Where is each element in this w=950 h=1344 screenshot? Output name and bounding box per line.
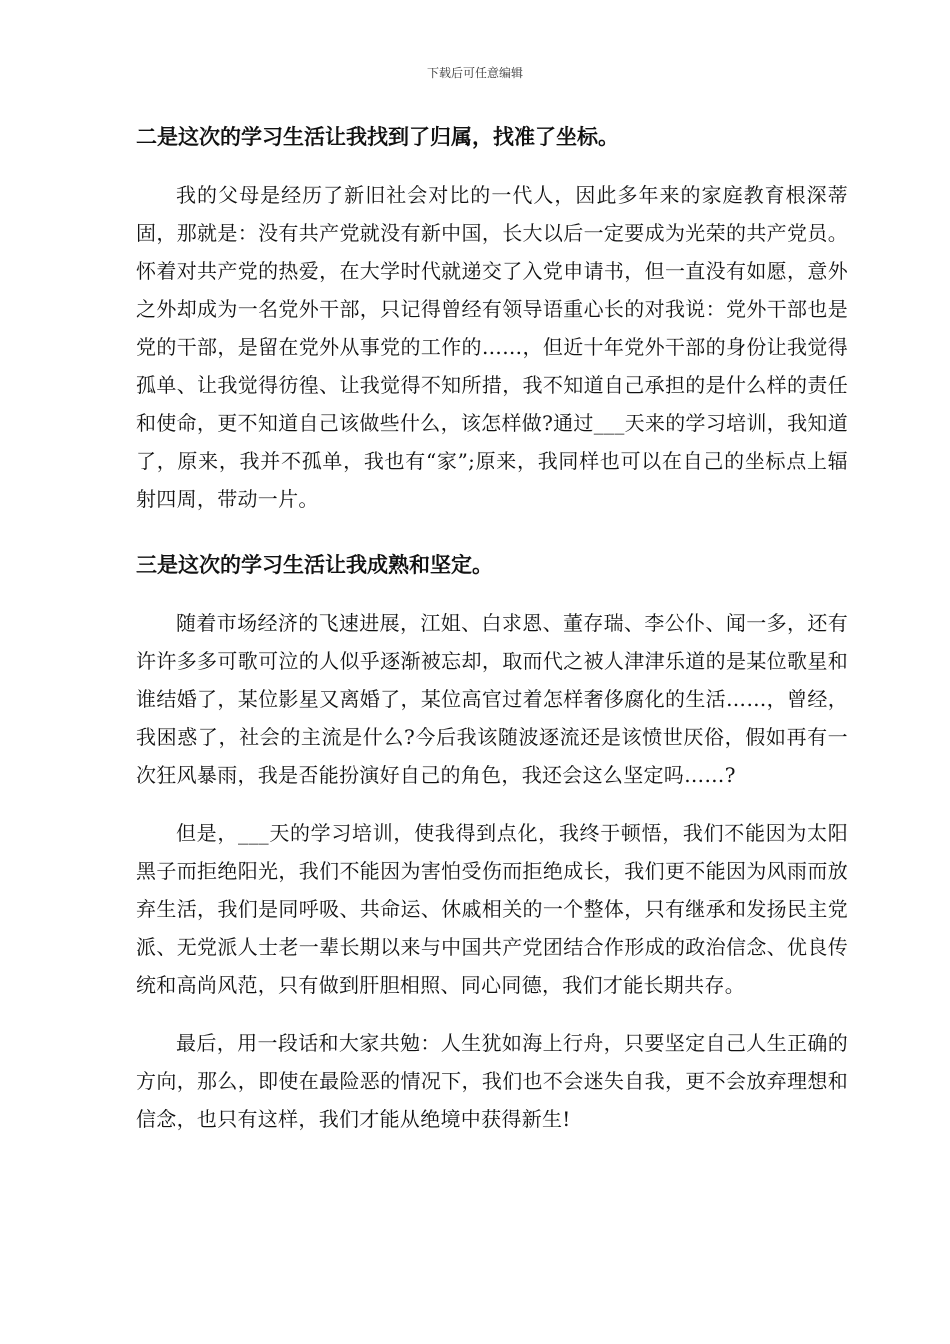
paragraph: 随着市场经济的飞速进展，江姐、白求恩、董存瑞、李公仆、闻一多，还有许许多多可歌可泣的人似乎逐渐被忘却，取而代之被人津津乐道的是某位歌星和谁结婚了，某位影星又离婚了，某位高官过着怎样奢侈腐化的生活……，曾经，我困惑了，社会的主流是什么?今后我该随波逐流还是该愤世厌俗，假如再有一次狂风暴雨，我是否能扮演好自己的角色，我还会这么坚定吗……? [136, 611, 848, 787]
document-body [136, 118, 848, 1158]
page-header: 下载后可任意编辑 [426, 66, 523, 80]
paragraph: 我的父母是经历了新旧社会对比的一代人，因此多年来的家庭教育根深蒂固，那就是：没有共产党就没有新中国，长大以后一定要成为光荣的共产党员。怀着对共产党的热爱，在大学时代就递交了入党申请书，但一直没有如愿，意外之外却成为一名党外干部，只记得曾经有领导语重心长的对我说：党外干部也是党的干部，是留在党外从事党的工作的……，但近十年党外干部的身份让我觉得孤单、让我觉得彷徨、让我觉得不知所措，我不知道自己承担的是什么样的责任和使命，更不知道自己该做些什么，该怎样做?通过___天来的学习培训，我知道了，原来，我并不孤单，我也有“家”;原来，我同样也可以在自己的坐标点上辐射四周，带动一片。 [136, 183, 848, 511]
paragraph: 但是，___天的学习培训，使我得到点化，我终于顿悟，我们不能因为太阳黑子而拒绝阳光，我们不能因为害怕受伤而拒绝成长，我们更不能因为风雨而放弃生活，我们是同呼吸、共命运、休戚相关的一个整体，只有继承和发扬民主党派、无党派人士老一辈长期以来与中国共产党团结合作形成的政治信念、优良传统和高尚风范，只有做到肝胆相照、同心同德，我们才能长期共存。 [136, 821, 848, 997]
section-heading: 二是这次的学习生活让我找到了归属，找准了坐标。 [136, 124, 619, 149]
section-heading: 三是这次的学习生活让我成熟和坚定。 [136, 552, 493, 577]
paragraph: 最后，用一段话和大家共勉：人生犹如海上行舟，只要坚定自己人生正确的方向，那么，即使在最险恶的情况下，我们也不会迷失自我，更不会放弃理想和信念，也只有这样，我们才能从绝境中获得新生! [136, 1031, 848, 1131]
